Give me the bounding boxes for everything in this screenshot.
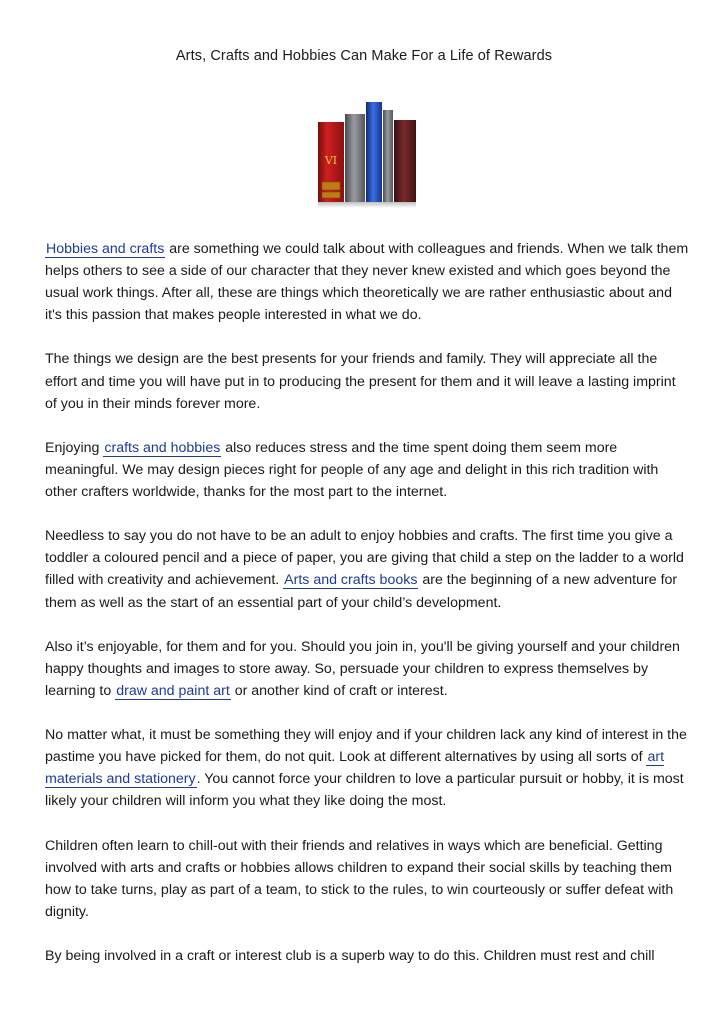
paragraph-5-text: or another kind of craft or interest. <box>230 682 448 699</box>
paragraph-6 <box>45 724 690 812</box>
article-body <box>45 238 690 989</box>
link-draw-and-paint-art[interactable]: draw and paint art <box>116 682 230 699</box>
link-art-materials-and-stationery[interactable]: art materials and stationery <box>45 749 665 788</box>
paragraph-2: The things we design are the best presents for your friends and family. They will appreciate all the effort and time you will have put in to producing the present for them and it will leave a lasting imprint of you in their minds forever more. <box>45 351 676 412</box>
paragraph-6-lead: No matter what, it must be something they will enjoy and if your children lack any kind of interest in the pastime you have picked for them, do not quit. Look at different alternatives by using all sorts of <box>45 727 687 766</box>
document-title: Arts, Crafts and Hobbies Can Make For a Life of Rewards <box>175 48 553 64</box>
books-icon <box>312 98 422 208</box>
link-crafts-and-hobbies[interactable]: crafts and hobbies <box>104 439 221 456</box>
paragraph-7: Children often learn to chill-out with their friends and relatives in ways which are beneficial. Getting involved with arts and crafts or hobbies allows children to expand their social skills by teaching them how to take turns, play as part of a team, to stick to the rules, to win courteously or suffer defeat with dignity. <box>45 837 674 920</box>
paragraph-1-text: are something we could talk about with colleagues and friends. When we talk them helps others to see a side of our character that they never knew existed and which goes beyond the usual work things. After all, these are things which theoretically we are rather enthusiastic about and it's this passion that makes people interested in what we do. <box>45 241 689 324</box>
paragraph-1 <box>45 238 690 326</box>
paragraph-5-lead: Also it’s enjoyable, for them and for you. Should you join in, you'll be giving yourself and your children happy thoughts and images to store away. So, persuade your children to express themselves by learning to <box>45 638 680 699</box>
link-hobbies-and-crafts[interactable]: Hobbies and crafts <box>46 241 165 257</box>
paragraph-4-text: are the beginning of a new adventure for them as well as the start of an essential part of your child’s development. <box>45 572 678 611</box>
svg-text:VI: VI <box>324 154 338 167</box>
paragraph-8: By being involved in a craft or interest club is a superb way to do this. Children must rest and chill <box>45 948 655 964</box>
paragraph-5 <box>45 636 690 702</box>
paragraph-3-text: also reduces stress and the time spent doing them seem more meaningful. We may design pieces right for people of any age and delight in this rich tradition with other crafters worldwide, thanks for the most part to the internet. <box>45 439 659 501</box>
link-arts-and-crafts-books[interactable]: Arts and crafts books <box>284 572 418 589</box>
paragraph-6-text: . You cannot force your children to love a particular pursuit or hobby, it is most likely your children will inform you what they like doing the most. <box>45 771 684 810</box>
paragraph-4 <box>45 525 690 613</box>
paragraph-4-lead: Needless to say you do not have to be an adult to enjoy hobbies and crafts. The first time you give a toddler a coloured pencil and a piece of paper, you are giving that child a step on the ladder to a world filled with creativity and achievement. <box>45 528 684 589</box>
paragraph-3-lead: Enjoying <box>45 439 104 456</box>
paragraph-3 <box>45 437 690 503</box>
